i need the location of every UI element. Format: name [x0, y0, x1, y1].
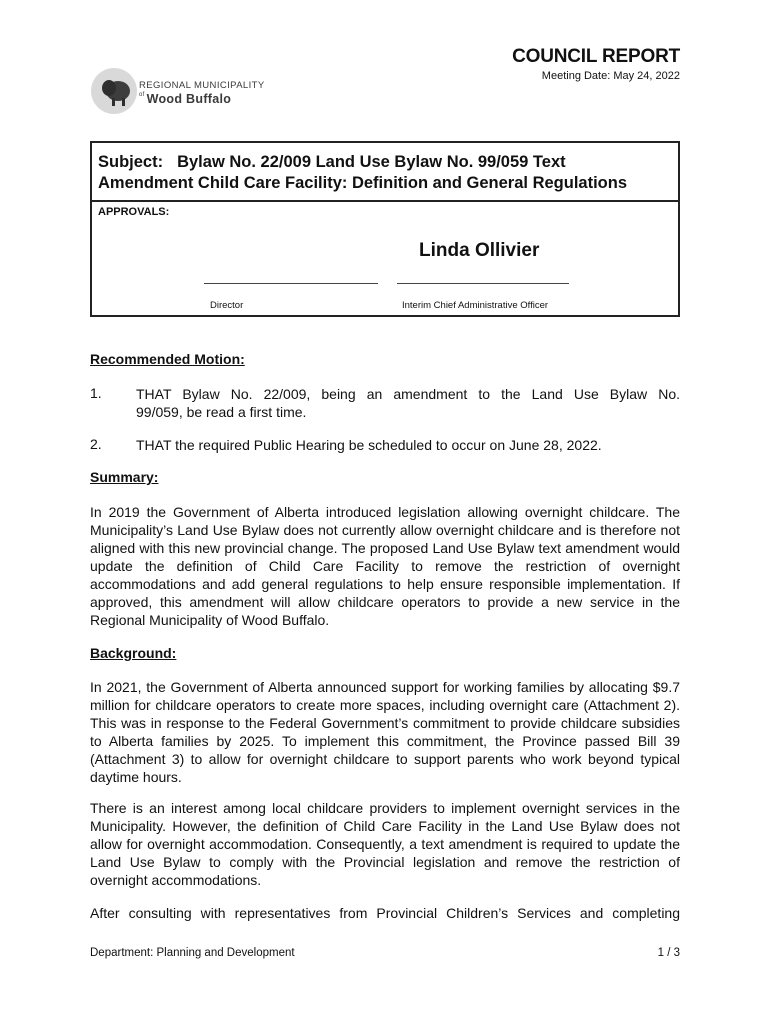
subject-label: Subject: — [98, 153, 164, 171]
background-paragraph-1: In 2021, the Government of Alberta announced support for working families by allocating $9.7 million for childcare operators to create more spaces, including overnight care (Attachment 2). This was in response to the Federal Government’s commitment to provide childcare subsidies to Alberta families by 2025. To implement this commitment, the Province passed Bill 39 (Attachment 3) to allow for overnight childcare to support parents who work beyond typical daytime hours. — [90, 679, 680, 785]
motion-2-line1: THAT the required Public Hearing be scheduled to occur on June 28, 2022. — [136, 437, 602, 453]
cao-signature-line — [397, 283, 569, 284]
summary-paragraph: In 2019 the Government of Alberta introduced legislation allowing overnight childcare. The Municipality’s Land Use Bylaw does not currently allow overnight childcare and is therefore not aligned with this new provincial change. The proposed Land Use Bylaw text amendment would update the definition of Child Care Facility to remove the restriction of overnight accommodations and add general regulations to help ensure responsible implementation. If approved, this amendment will allow childcare operators to provide a new service in the Regional Municipality of Wood Buffalo. — [90, 504, 680, 628]
subject-line-2: Amendment Child Care Facility: Definition and General Regulations — [98, 174, 627, 192]
org-name-line1: REGIONAL MUNICIPALITY — [139, 80, 265, 91]
background-heading: Background: — [90, 645, 177, 661]
background-paragraph-2: There is an interest among local childcare providers to implement overnight services in the Municipality. However, the definition of Child Care Facility in the Land Use Bylaw does not allow for overnight accommodation. Consequently, a text amendment is required to update the Land Use Bylaw to comply with the Provincial legislation and remove the restriction of overnight accommodations. — [90, 800, 680, 888]
motion-1-number: 1. — [90, 385, 102, 401]
motion-2-number: 2. — [90, 436, 102, 452]
subject-line-1 — [98, 152, 678, 173]
org-name-main: Wood Buffalo — [146, 92, 232, 106]
subject-approvals-box — [90, 141, 680, 317]
subject-text-1: Bylaw No. 22/009 Land Use Bylaw No. 99/059 Text — [177, 153, 566, 171]
background-paragraph-3: After consulting with representatives from Provincial Children’s Services and completing — [90, 905, 680, 921]
director-signature-line — [204, 283, 378, 284]
report-title: COUNCIL REPORT — [512, 46, 680, 67]
org-name-line2 — [139, 92, 265, 106]
director-title: Director — [210, 300, 244, 311]
footer-department: Department: Planning and Development — [90, 947, 295, 959]
recommended-motion-heading: Recommended Motion: — [90, 351, 245, 367]
summary-heading: Summary: — [90, 469, 159, 485]
organization-name — [139, 80, 265, 106]
approvals-heading: APPROVALS: — [98, 206, 170, 218]
page-number: 1 / 3 — [657, 947, 680, 959]
motion-1-line2: 99/059, be read a first time. — [136, 404, 307, 420]
meeting-date: Meeting Date: May 24, 2022 — [541, 70, 680, 82]
signer-name: Linda Ollivier — [419, 240, 540, 261]
subject-section — [92, 143, 678, 202]
bison-emblem-icon — [90, 66, 138, 116]
cao-title: Interim Chief Administrative Officer — [402, 300, 549, 311]
motion-1-line1: THAT Bylaw No. 22/009, being an amendment to the Land Use Bylaw No. — [136, 386, 680, 402]
org-name-of: of — [139, 92, 145, 98]
